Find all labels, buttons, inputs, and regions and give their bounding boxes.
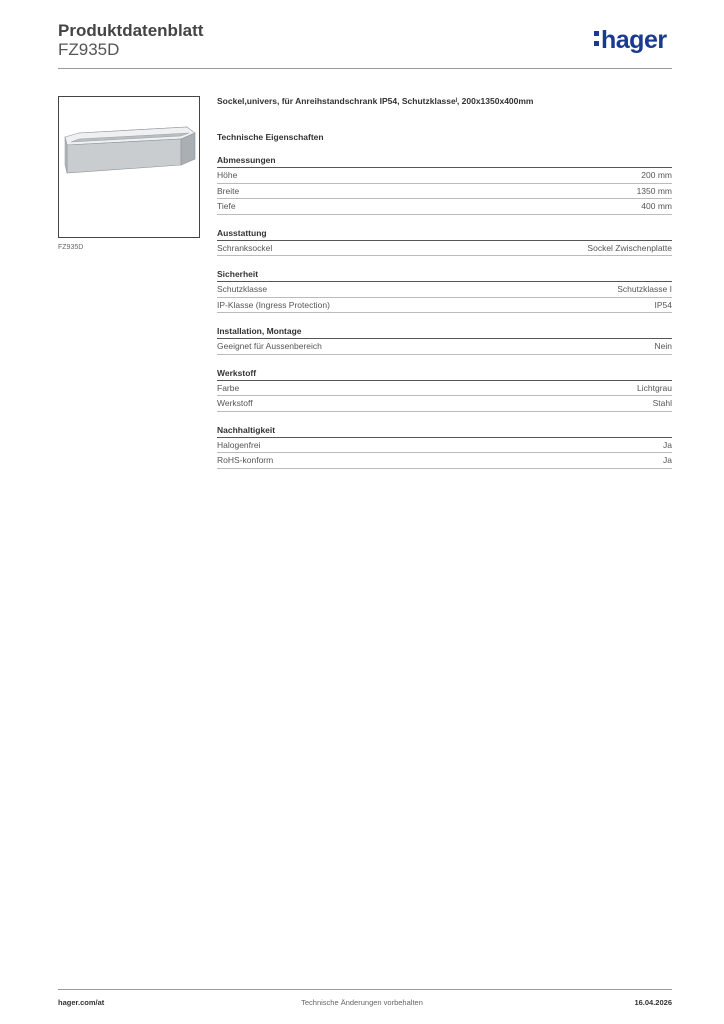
logo-text: hager (601, 26, 667, 54)
group-title: Nachhaltigkeit (217, 425, 672, 438)
property-row (217, 168, 672, 184)
property-value: 400 mm (641, 201, 672, 211)
plinth-illustration-icon (59, 97, 199, 237)
property-row (217, 381, 672, 397)
property-label: Schranksockel (217, 242, 273, 253)
property-group (217, 368, 672, 412)
property-label: Halogenfrei (217, 439, 261, 450)
property-value: Sockel Zwischenplatte (587, 242, 672, 253)
logo-dots-icon (594, 31, 599, 46)
property-label: IP-Klasse (Ingress Protection) (217, 299, 330, 310)
property-label: Tiefe (217, 201, 236, 211)
section-heading: Technische Eigenschaften (217, 132, 324, 142)
property-value: Lichtgrau (637, 382, 672, 393)
property-group (217, 155, 672, 215)
property-label: Geeignet für Aussenbereich (217, 341, 322, 351)
property-label: RoHS-konform (217, 455, 274, 465)
property-row (217, 241, 672, 257)
footer-website-link[interactable]: hager.com/at (58, 998, 105, 1007)
group-title: Werkstoff (217, 368, 672, 381)
property-row (217, 184, 672, 200)
property-value: 1350 mm (636, 185, 672, 196)
property-group (217, 326, 672, 355)
property-group (217, 269, 672, 313)
footer-date: 16.04.2026 (634, 998, 672, 1007)
property-value: Ja (663, 439, 672, 450)
property-group (217, 425, 672, 469)
group-title: Installation, Montage (217, 326, 672, 339)
product-description: Sockel,univers, für Anreihstandschrank IP54, Schutzklasseˡ, 200x1350x400mm (217, 96, 534, 106)
property-row (217, 438, 672, 454)
property-row (217, 339, 672, 355)
group-title: Abmessungen (217, 155, 672, 168)
property-value: Stahl (652, 398, 672, 408)
property-label: Breite (217, 185, 240, 196)
property-value: Nein (654, 341, 672, 351)
hager-logo (594, 28, 667, 53)
property-row (217, 396, 672, 412)
property-row (217, 199, 672, 215)
property-group (217, 228, 672, 257)
property-value: IP54 (654, 299, 672, 310)
footer-notice: Technische Änderungen vorbehalten (301, 998, 423, 1007)
property-row (217, 282, 672, 298)
property-row (217, 298, 672, 314)
specification-content (217, 96, 672, 469)
image-caption: FZ935D (58, 244, 84, 251)
product-image (58, 96, 200, 238)
group-title: Ausstattung (217, 228, 672, 241)
property-value: Schutzklasse I (617, 284, 672, 294)
footer-divider (58, 989, 672, 990)
property-label: Werkstoff (217, 398, 253, 408)
property-value: Ja (663, 455, 672, 465)
product-code: FZ935D (58, 40, 120, 59)
property-row (217, 453, 672, 469)
property-value: 200 mm (641, 170, 672, 180)
group-title: Sicherheit (217, 269, 672, 282)
header-divider (58, 68, 672, 69)
property-label: Schutzklasse (217, 284, 268, 294)
property-label: Höhe (217, 170, 238, 180)
property-label: Farbe (217, 382, 240, 393)
property-groups (217, 155, 672, 469)
page-title: Produktdatenblatt (58, 21, 204, 40)
